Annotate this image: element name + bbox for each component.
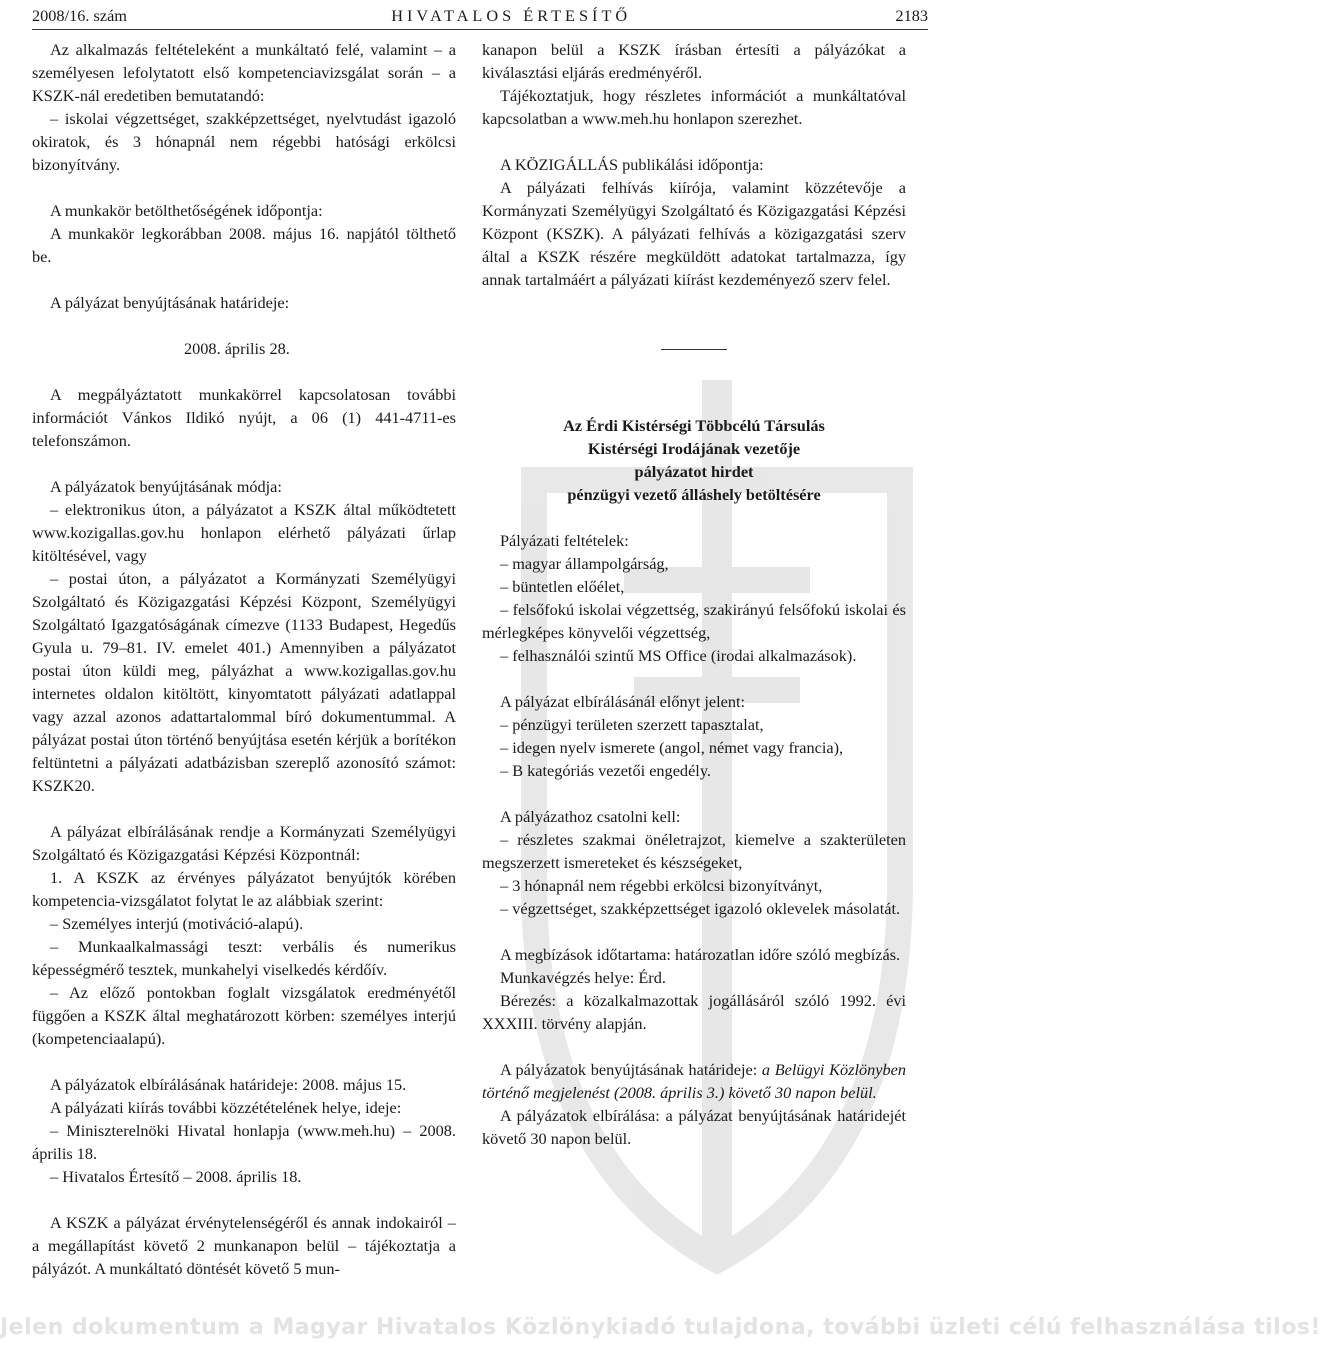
publication-title: HIVATALOS ÉRTESÍTŐ [391, 6, 632, 25]
attachment-item: – részletes szakmai önéletrajzot, kiemelve a szakterületen megszerzett ismereteket és készségeket, [482, 830, 906, 872]
submission-method-item: – postai úton, a pályázatot a Kormányzati Személyügyi Szolgáltató és Közigazgatási Képzési Központ, Személyügyi Szolgáltató Igazgatóságának címezve (1133 Budapest, Hegedűs Gyula u. 79–81. IV. emelet 401.) Amennyiben a pályázatot postai úton küldi meg, pályázhat a www.kozigallas.gov.hu internetes oldalon kitöltött, kinyomtatott pályázati adatlappal vagy azzal azonos adattartalommal bíró dokumentummal. A pályázat postai úton történő benyújtása esetén kérjük a borítékon feltüntetni a pályázati adatbázisban szereplő azonosító számot: KSZK20. [32, 569, 456, 795]
attachments-label: A pályázathoz csatolni kell: [500, 807, 681, 826]
documents-item: – iskolai végzettséget, szakképzettséget, nyelvtudást igazoló okiratok, és 3 hónapnál nem régebbi hatósági erkölcsi bizonyítvány. [32, 109, 456, 174]
fill-date-label: A munkakör betölthetőségének időpontja: [50, 201, 323, 220]
deadline-date: 2008. április 28. [184, 339, 290, 358]
kozigallas-label: A KÖZIGÁLLÁS publikálási időpontja: [500, 155, 764, 174]
submission-deadline-italic: a Belügyi Közlönyben történő megjelenést (2008. április 3.) követő 30 napon belül. [482, 1060, 906, 1102]
evaluation-item: – Személyes interjú (motiváció-alapú). [50, 914, 304, 933]
condition-item: – felsőfokú iskolai végzettség, szakirányú felsőfokú iskolai és mérlegképes könyvelői végzettség, [482, 600, 906, 642]
information-paragraph: Tájékoztatjuk, hogy részletes információt a munkáltatóval kapcsolatban a www.meh.hu honlapon szerezhet. [482, 86, 906, 128]
submission-method-label: A pályázatok benyújtásának módja: [50, 477, 282, 496]
advantages-label: A pályázat elbírálásánál előnyt jelent: [500, 692, 746, 711]
work-location: Munkavégzés helye: Érd. [500, 968, 666, 987]
condition-item: – magyar állampolgárság, [500, 554, 669, 573]
conditions-label: Pályázati feltételek: [500, 531, 629, 550]
notice-title-line: pénzügyi vezető álláshely betöltésére [567, 485, 821, 504]
contact-info: A megpályáztatott munkakörrel kapcsolatosan további információt Vánkos Ildikó nyújt, a 06 (1) 441-4711-es telefonszámon. [32, 385, 456, 450]
condition-item: – büntetlen előélet, [500, 577, 625, 596]
salary: Bérezés: a közalkalmazottak jogállásáról szóló 1992. évi XXXIII. törvény alapján. [482, 991, 906, 1033]
issue-number: 2008/16. szám [32, 6, 127, 25]
notice-title-line: Kistérségi Irodájának vezetője [587, 439, 801, 458]
advantage-item: – B kategóriás vezetői engedély. [500, 761, 711, 780]
notice-title-line: Az Érdi Kistérségi Többcélú Társulás [563, 416, 825, 435]
submission-method-item: – elektronikus úton, a pályázatot a KSZK által működtetett www.kozigallas.gov.hu honlapon elérhető pályázati űrlap kitöltésével, vagy [32, 500, 456, 565]
notice-title [482, 414, 906, 506]
publication-item: – Miniszterelnöki Hivatal honlapja (www.meh.hu) – 2008. április 18. [32, 1121, 456, 1163]
evaluation-intro: A pályázat elbírálásának rendje a Kormányzati Személyügyi Szolgáltató és Közigazgatási Képzési Központnál: [32, 822, 456, 864]
continuation-paragraph: kanapon belül a KSZK írásban értesíti a pályázókat a kiválasztási eljárás eredményéről. [482, 40, 906, 82]
assignment-term: A megbízások időtartama: határozatlan időre szóló megbízás. [500, 945, 901, 964]
deadline-label: A pályázat benyújtásának határideje: [50, 293, 290, 312]
right-column [482, 38, 906, 1150]
notice-title-line: pályázatot hirdet [634, 462, 754, 481]
evaluation-item: – Az előző pontokban foglalt vizsgálatok eredményétől függően a KSZK által meghatározott körben: személyes interjú (kompetenciaalapú). [32, 983, 456, 1048]
fill-date-text: A munkakör legkorábban 2008. május 16. napjától tölthető be. [32, 224, 456, 266]
advantage-item: – idegen nyelv ismerete (angol, német vagy francia), [500, 738, 844, 757]
conditions-paragraph: Az alkalmazás feltételeként a munkáltató felé, valamint – a személyesen lefolytatott első kompetenciavizsgálat során – a KSZK-nál eredetiben bemutatandó: [32, 40, 456, 105]
attachment-item: – végzettséget, szakképzettséget igazoló oklevelek másolatát. [500, 899, 901, 918]
publication-item: – Hivatalos Értesítő – 2008. április 18. [50, 1167, 302, 1186]
submission-deadline-prefix: A pályázatok benyújtásának határideje: [500, 1060, 762, 1079]
page-header [32, 4, 928, 28]
evaluation-deadline: A pályázatok elbírálásának határideje: 2008. május 15. [50, 1075, 407, 1094]
evaluation-step: 1. A KSZK az érvényes pályázatot benyújtók körében kompetencia-vizsgálatot folytat le az alábbiak szerint: [32, 868, 456, 910]
evaluation-item: – Munkaalkalmassági teszt: verbális és numerikus képességmérő tesztek, munkahelyi viselkedés kérdőív. [32, 937, 456, 979]
header-rule [32, 29, 928, 30]
page-number: 2183 [895, 6, 928, 25]
kozigallas-text: A pályázati felhívás kiírója, valamint közzétevője a Kormányzati Személyügyi Szolgáltató és Közigazgatási Képzési Központ (KSZK). A pályázati felhívás a közigazgatási szerv által a KSZK részére megküldött adatokat tartalmazza, így annak tartalmáért a pályázati kiírást kezdeményező szerv felel. [482, 178, 906, 289]
closing-paragraph: A KSZK a pályázat érvénytelenségéről és annak indokairól – a megállapítást követő 2 munkanapon belül – tájékoztatja a pályázót. A munkáltató döntését követő 5 mun- [32, 1213, 456, 1278]
submission-deadline [482, 1058, 906, 1104]
advantage-item: – pénzügyi területen szerzett tapasztalat, [500, 715, 764, 734]
publication-label: A pályázati kiírás további közzétételének helye, ideje: [50, 1098, 402, 1117]
condition-item: – felhasználói szintű MS Office (irodai alkalmazások). [500, 646, 857, 665]
attachment-item: – 3 hónapnál nem régebbi erkölcsi bizonyítványt, [500, 876, 823, 895]
left-column [32, 38, 456, 1280]
footer-notice: Jelen dokumentum a Magyar Hivatalos Közlönykiadó tulajdona, további üzleti célú felhasználása tilos! [0, 1315, 1321, 1340]
decision-deadline: A pályázatok elbírálása: a pályázat benyújtásának határidejét követő 30 napon belül. [482, 1106, 906, 1148]
